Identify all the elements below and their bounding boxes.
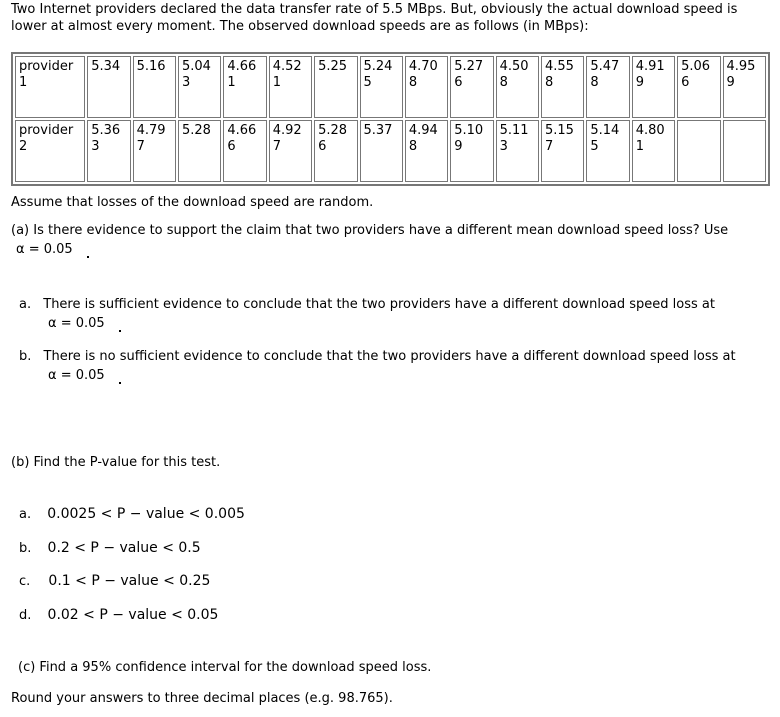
part-b-option-b[interactable] bbox=[19, 540, 201, 556]
table-cell: 4.666 bbox=[223, 120, 266, 182]
table-cell: 5.113 bbox=[496, 120, 539, 182]
table-row-provider-1 bbox=[15, 56, 766, 118]
part-a-question: (a) Is there evidence to support the claim that two providers have a different mean download speed loss? Use bbox=[11, 223, 729, 238]
option-text: 0.2 < P − value < 0.5 bbox=[47, 540, 201, 556]
table-cell: 5.157 bbox=[541, 120, 584, 182]
table-cell: 5.25 bbox=[314, 56, 357, 118]
table-cell: 5.043 bbox=[178, 56, 221, 118]
problem-intro: Two Internet providers declared the data transfer rate of 5.5 MBps. But, obviously the actual download speed is lower at almost every moment. The observed download speeds are as follows (in MBps): bbox=[11, 2, 738, 34]
table-cell: 5.34 bbox=[87, 56, 130, 118]
table-cell: 4.661 bbox=[223, 56, 266, 118]
table-cell: 5.478 bbox=[586, 56, 629, 118]
table-cell: 4.521 bbox=[269, 56, 312, 118]
option-text: 0.02 < P − value < 0.05 bbox=[47, 607, 219, 623]
table-cell: 5.276 bbox=[450, 56, 493, 118]
row-label: provider 2 bbox=[15, 120, 85, 182]
table-cell: 4.708 bbox=[405, 56, 448, 118]
part-b-option-c[interactable] bbox=[19, 573, 210, 589]
part-b-question: (b) Find the P-value for this test. bbox=[11, 455, 221, 470]
option-letter: a. bbox=[19, 507, 32, 522]
assumption-text: Assume that losses of the download speed are random. bbox=[11, 195, 374, 210]
table-cell: 5.109 bbox=[450, 120, 493, 182]
table-cell: 4.797 bbox=[133, 120, 176, 182]
speed-data-table bbox=[11, 52, 770, 186]
option-text: 0.0025 < P − value < 0.005 bbox=[47, 506, 245, 522]
table-cell: 4.558 bbox=[541, 56, 584, 118]
option-letter: c. bbox=[19, 574, 31, 589]
alpha-value: α = 0.05 bbox=[48, 316, 105, 331]
part-a-alpha bbox=[16, 242, 89, 258]
alpha-value: α = 0.05 bbox=[16, 242, 73, 257]
table-cell: 5.363 bbox=[87, 120, 130, 182]
table-cell: 4.948 bbox=[405, 120, 448, 182]
table-cell: 4.959 bbox=[723, 56, 767, 118]
table-cell: 4.927 bbox=[269, 120, 312, 182]
table-cell: 5.28 bbox=[178, 120, 221, 182]
alpha-value: α = 0.05 bbox=[48, 368, 105, 383]
table-cell: 4.919 bbox=[632, 56, 675, 118]
part-a-option-b[interactable] bbox=[19, 349, 736, 364]
table-cell: 4.801 bbox=[632, 120, 675, 182]
table-row-provider-2 bbox=[15, 120, 766, 182]
dot-mark bbox=[119, 382, 121, 384]
option-letter: b. bbox=[19, 541, 32, 556]
dot-mark bbox=[119, 330, 121, 332]
part-a-option-a[interactable] bbox=[19, 297, 715, 312]
part-c-question: (c) Find a 95% confidence interval for the download speed loss. bbox=[18, 660, 432, 675]
option-text: 0.1 < P − value < 0.25 bbox=[48, 573, 211, 589]
table-cell: 5.37 bbox=[360, 120, 403, 182]
part-a-option-a-alpha bbox=[48, 316, 121, 332]
table-cell: 5.16 bbox=[133, 56, 176, 118]
part-a-option-b-alpha bbox=[48, 368, 121, 384]
row-label: provider 1 bbox=[15, 56, 85, 118]
dot-mark bbox=[87, 256, 89, 258]
table-cell: 5.245 bbox=[360, 56, 403, 118]
option-letter: a. bbox=[19, 297, 32, 312]
table-cell: 5.066 bbox=[677, 56, 720, 118]
table-cell: 5.145 bbox=[586, 120, 629, 182]
part-b-option-d[interactable] bbox=[19, 607, 218, 623]
option-text: There is no sufficient evidence to conclude that the two providers have a different download speed loss at bbox=[43, 349, 736, 364]
option-letter: d. bbox=[19, 608, 32, 623]
option-letter: b. bbox=[19, 349, 32, 364]
option-text: There is sufficient evidence to conclude that the two providers have a different download speed loss at bbox=[43, 297, 715, 312]
table-cell: 5.286 bbox=[314, 120, 357, 182]
part-b-option-a[interactable] bbox=[19, 506, 245, 522]
table-cell bbox=[723, 120, 767, 182]
table-cell: 4.508 bbox=[496, 56, 539, 118]
table-cell bbox=[677, 120, 720, 182]
round-note: Round your answers to three decimal places (e.g. 98.765). bbox=[11, 691, 393, 706]
